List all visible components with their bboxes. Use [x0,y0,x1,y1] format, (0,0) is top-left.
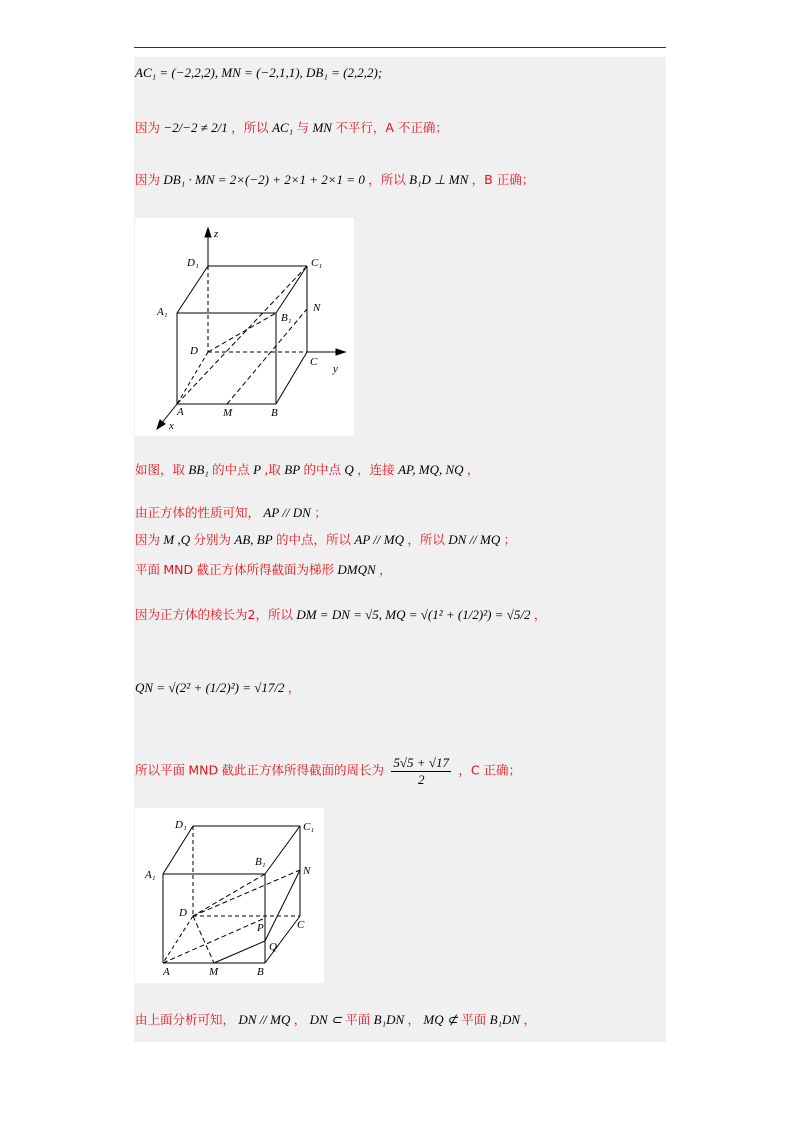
property-line [135,503,327,523]
label-d: D [190,345,198,357]
header-rule [134,47,666,48]
fraction-numerator: 5√5 + √17 [393,755,449,770]
text: ， [287,680,301,695]
construction-line [135,460,479,480]
label-a1: A₁ [157,306,168,318]
perimeter-line [135,755,521,788]
label-d: D [179,907,187,919]
text: ，连接 [357,462,395,477]
cube-diagram-2 [135,808,324,983]
text: 平面 [461,1012,487,1027]
length-formula: DM = DN = √5, MQ = √(1² + (1/2)²) = √5/2 [296,607,531,622]
conclusion-b: ，B 正确； [471,172,535,187]
label-c1: C₁ [303,821,315,833]
text: MND [163,562,194,577]
perimeter-fraction [391,755,451,788]
text: ,取 [264,462,281,477]
math: DN ⊂ [309,1012,342,1027]
text: 与 [296,120,310,135]
label-c1: C₁ [311,257,323,269]
label-a: A [177,406,184,418]
label-q: Q [269,941,277,953]
length-line [135,605,546,625]
dot-product-formula: DB₁ · MN = 2×(−2) + 2×1 + 2×1 = 0 [163,172,365,187]
math: AP, MQ, NQ [398,462,464,477]
math: DMQN [337,562,376,577]
text: ， [293,1012,307,1027]
text: 的中点 [212,462,250,477]
cube-figure-2 [135,808,324,983]
qn-line [135,678,300,698]
math: AB, BP [234,532,273,547]
cube-diagram-1 [135,218,354,436]
text: ， [379,562,392,577]
text: ， [466,462,480,477]
math: B₁DN [489,1012,521,1027]
text: 因为 [135,172,161,187]
text: 平面 [135,562,161,577]
text: 因为正方体的棱长为2，所以 [135,607,293,622]
label-c: C [310,356,318,368]
vector-coordinates: AC₁ = (−2,2,2), MN = (−2,1,1), DB₁ = (2,2,2); [135,65,383,80]
text: ； [314,505,327,520]
text: MND [188,762,219,778]
math: AP // MQ [354,532,404,547]
math: M ,Q [163,532,191,547]
label-d1: D₁ [187,257,199,269]
math: P [253,462,262,477]
midpoint-line [135,530,516,550]
label-b: B [271,407,278,419]
qn-formula: QN = √(2² + (1/2)²) = √17/2 [135,680,285,695]
math: MN [312,120,332,135]
math: AC₁ [272,120,294,135]
text: 平面 [345,1012,371,1027]
text: ，所以 [231,120,269,135]
text: 由正方体的性质可知， [135,505,261,520]
label-z: z [214,228,219,240]
text: 所以平面 [135,762,186,778]
fraction-denominator: 2 [417,772,425,787]
not-parallel-line [135,118,448,138]
analysis-line [135,1010,536,1030]
vector-coordinates-line [135,63,382,83]
cube-figure-1 [135,218,354,436]
label-y: y [333,363,338,375]
label-m: M [223,407,233,419]
label-n: N [303,865,311,877]
text: 的中点 [303,462,342,477]
math: BB₁ [188,462,209,477]
label-b1: B₁ [255,856,266,868]
text: 截正方体所得截面为梯形 [196,562,335,577]
text: 由上面分析可知， [135,1012,236,1027]
label-a: A [163,966,170,978]
math: B₁DN [373,1012,405,1027]
math: DN // MQ [238,1012,291,1027]
label-n: N [313,302,321,314]
ratio-formula: −2/−2 ≠ 2/1 [163,120,228,135]
perpendicular-line [135,170,534,190]
label-m: M [209,966,219,978]
label-x: x [169,420,174,432]
section-line [135,560,392,580]
text: 因为 [135,532,161,547]
label-b: B [257,966,264,978]
label-a1: A₁ [145,869,156,881]
math: AP // DN [263,505,311,520]
text: ，所以 [407,532,445,547]
text: 的中点，所以 [276,532,352,547]
math: B₁D ⊥ MN [409,172,469,187]
conclusion-c: ，C 正确； [458,762,522,778]
text: ， [533,607,547,622]
label-d1: D₁ [175,819,187,831]
math: BP [284,462,301,477]
text: ； [503,532,517,547]
text: ， [523,1012,536,1027]
text: ， [407,1012,421,1027]
text: 分别为 [193,532,231,547]
math: MQ ⊄ [423,1012,458,1027]
math: Q [344,462,354,477]
label-b1: B₁ [281,312,292,324]
text: ，所以 [368,172,406,187]
text: 因为 [135,120,161,135]
conclusion-a: 不平行，A 不正确； [335,120,448,135]
label-p: P [257,922,264,934]
math: DN // MQ [448,532,501,547]
text: 如图，取 [135,462,186,477]
text: 截此正方体所得截面的周长为 [221,762,385,778]
label-c: C [297,919,305,931]
